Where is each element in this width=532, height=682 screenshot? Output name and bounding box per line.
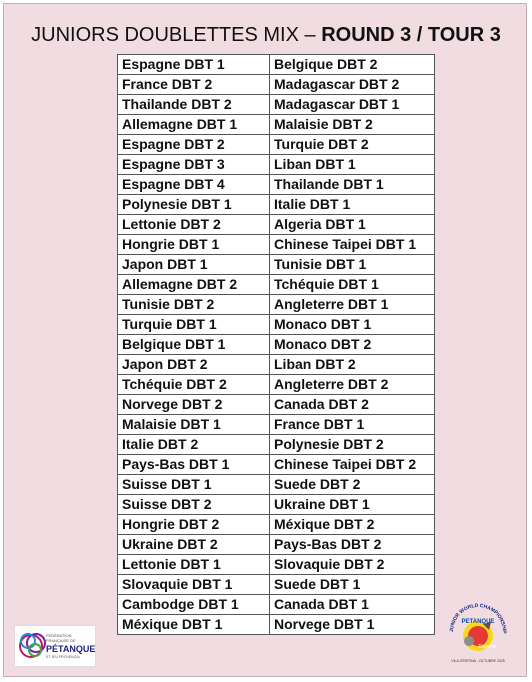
match-row — [118, 75, 435, 95]
team-a-cell: Espagne DBT 3 — [118, 155, 270, 175]
team-b-cell: Angleterre DBT 2 — [270, 375, 435, 395]
jwc-arc-text: JUNIOR WORLD CHAMPIONSHIP — [448, 602, 508, 634]
match-row — [118, 595, 435, 615]
team-b-cell: Belgique DBT 2 — [270, 55, 435, 75]
page-title — [4, 24, 528, 47]
match-row — [118, 495, 435, 515]
team-a-cell: Lettonie DBT 2 — [118, 215, 270, 235]
team-a-cell: Allemagne DBT 1 — [118, 115, 270, 135]
team-b-cell: Angleterre DBT 1 — [270, 295, 435, 315]
team-b-cell: Tchéquie DBT 1 — [270, 275, 435, 295]
ffp-sub: ET JEU PROVENÇAL — [46, 655, 81, 659]
match-row — [118, 135, 435, 155]
match-row — [118, 215, 435, 235]
team-a-cell: Hongrie DBT 2 — [118, 515, 270, 535]
team-a-cell: Espagne DBT 1 — [118, 55, 270, 75]
title-round: ROUND 3 / TOUR 3 — [321, 24, 501, 46]
team-b-cell: Liban DBT 2 — [270, 355, 435, 375]
match-row — [118, 95, 435, 115]
team-a-cell: Norvege DBT 2 — [118, 395, 270, 415]
team-a-cell: Tunisie DBT 2 — [118, 295, 270, 315]
team-a-cell: Japon DBT 2 — [118, 355, 270, 375]
match-row — [118, 415, 435, 435]
match-row — [118, 615, 435, 635]
team-a-cell: Hongrie DBT 1 — [118, 235, 270, 255]
team-a-cell: Tchéquie DBT 2 — [118, 375, 270, 395]
match-row — [118, 55, 435, 75]
team-a-cell: Italie DBT 2 — [118, 435, 270, 455]
team-b-cell: Monaco DBT 1 — [270, 315, 435, 335]
team-b-cell: Algeria DBT 1 — [270, 215, 435, 235]
team-b-cell: Suede DBT 1 — [270, 575, 435, 595]
team-a-cell: Ukraine DBT 2 — [118, 535, 270, 555]
match-row — [118, 315, 435, 335]
team-a-cell: Suisse DBT 1 — [118, 475, 270, 495]
team-b-cell: Slovaquie DBT 2 — [270, 555, 435, 575]
match-row — [118, 455, 435, 475]
team-b-cell: Pays-Bas DBT 2 — [270, 535, 435, 555]
match-row — [118, 255, 435, 275]
team-a-cell: Turquie DBT 1 — [118, 315, 270, 335]
team-b-cell: Suede DBT 2 — [270, 475, 435, 495]
team-b-cell: Malaisie DBT 2 — [270, 115, 435, 135]
team-b-cell: Polynesie DBT 2 — [270, 435, 435, 455]
team-b-cell: Monaco DBT 2 — [270, 335, 435, 355]
title-prefix: JUNIORS DOUBLETTES MIX – — [31, 24, 322, 46]
match-row — [118, 335, 435, 355]
ffp-line1: FÉDÉRATION — [46, 633, 72, 638]
team-a-cell: Slovaquie DBT 1 — [118, 575, 270, 595]
match-row — [118, 355, 435, 375]
team-a-cell: Espagne DBT 4 — [118, 175, 270, 195]
team-a-cell: Thailande DBT 2 — [118, 95, 270, 115]
team-a-cell: Polynesie DBT 1 — [118, 195, 270, 215]
ffp-line2: FRANÇAISE DE — [46, 638, 76, 643]
match-row — [118, 155, 435, 175]
pairings-table — [117, 54, 435, 635]
team-b-cell: Norvege DBT 1 — [270, 615, 435, 635]
team-a-cell: Méxique DBT 1 — [118, 615, 270, 635]
team-a-cell: Espagne DBT 2 — [118, 135, 270, 155]
team-a-cell: Lettonie DBT 1 — [118, 555, 270, 575]
team-a-cell: Pays-Bas DBT 1 — [118, 455, 270, 475]
team-b-cell: France DBT 1 — [270, 415, 435, 435]
team-b-cell: Thailande DBT 1 — [270, 175, 435, 195]
team-a-cell: Allemagne DBT 2 — [118, 275, 270, 295]
match-row — [118, 195, 435, 215]
team-b-cell: Liban DBT 1 — [270, 155, 435, 175]
jwc-place: VILA CRISTINA - OCTUBRE 2025 — [451, 659, 505, 663]
ffp-logo — [14, 625, 96, 667]
match-row — [118, 395, 435, 415]
team-b-cell: Tunisie DBT 1 — [270, 255, 435, 275]
team-a-cell: Malaisie DBT 1 — [118, 415, 270, 435]
match-row — [118, 175, 435, 195]
team-b-cell: Italie DBT 1 — [270, 195, 435, 215]
team-a-cell: France DBT 2 — [118, 75, 270, 95]
match-row — [118, 235, 435, 255]
match-row — [118, 555, 435, 575]
match-row — [118, 515, 435, 535]
team-b-cell: Canada DBT 2 — [270, 395, 435, 415]
team-a-cell: Cambodge DBT 1 — [118, 595, 270, 615]
match-row — [118, 275, 435, 295]
team-b-cell: Turquie DBT 2 — [270, 135, 435, 155]
team-b-cell: Méxique DBT 2 — [270, 515, 435, 535]
team-a-cell: Belgique DBT 1 — [118, 335, 270, 355]
team-b-cell: Chinese Taipei DBT 1 — [270, 235, 435, 255]
team-b-cell: Madagascar DBT 2 — [270, 75, 435, 95]
ffp-main: PÉTANQUE — [46, 644, 95, 654]
jwc-country: España — [478, 644, 496, 650]
jwc-logo — [443, 600, 513, 666]
match-row — [118, 575, 435, 595]
jwc-word: PETANQUE — [461, 619, 495, 625]
match-row — [118, 535, 435, 555]
team-b-cell: Madagascar DBT 1 — [270, 95, 435, 115]
match-row — [118, 375, 435, 395]
match-row — [118, 115, 435, 135]
team-b-cell: Ukraine DBT 1 — [270, 495, 435, 515]
match-row — [118, 475, 435, 495]
match-row — [118, 435, 435, 455]
team-b-cell: Chinese Taipei DBT 2 — [270, 455, 435, 475]
team-a-cell: Suisse DBT 2 — [118, 495, 270, 515]
team-b-cell: Canada DBT 1 — [270, 595, 435, 615]
team-a-cell: Japon DBT 1 — [118, 255, 270, 275]
match-row — [118, 295, 435, 315]
